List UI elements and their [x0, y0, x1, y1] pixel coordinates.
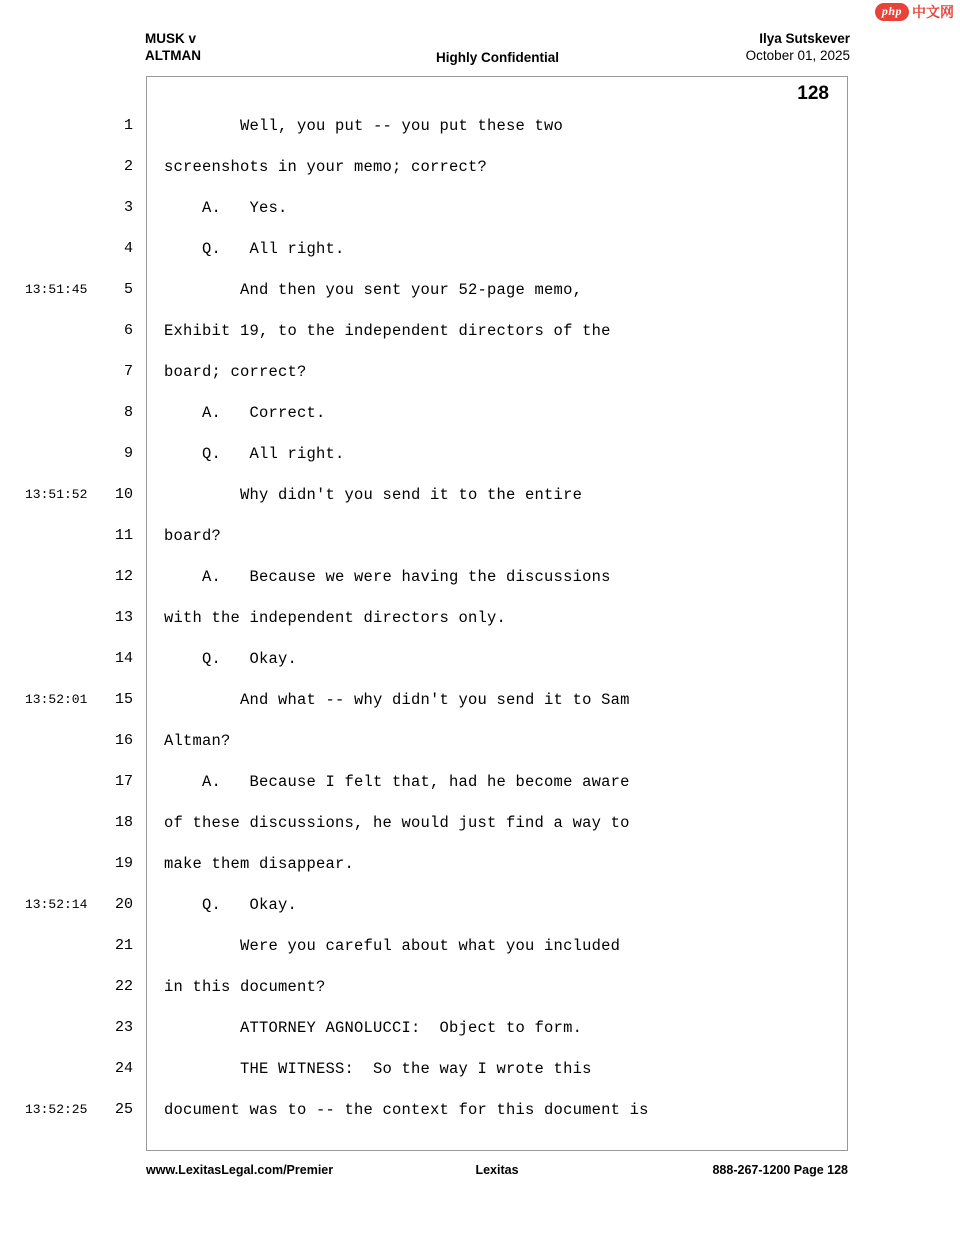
- line-number: 8: [123, 404, 133, 421]
- transcript-line: [25, 1089, 847, 1130]
- transcript-line: [114, 966, 847, 1007]
- transcript-line: [114, 843, 847, 884]
- transcript-lines: [25, 105, 847, 1130]
- line-number: 21: [114, 937, 133, 954]
- line-number: 6: [123, 322, 133, 339]
- line-number: 3: [123, 199, 133, 216]
- line-number: 7: [123, 363, 133, 380]
- line-timestamp: 13:51:45: [25, 282, 88, 297]
- line-number: 25: [114, 1101, 133, 1118]
- transcript-line: [114, 802, 847, 843]
- line-number: 24: [114, 1060, 133, 1077]
- line-text: Q. Okay.: [164, 895, 298, 914]
- line-number: 20: [114, 896, 133, 913]
- deponent-name: Ilya Sutskever: [759, 31, 850, 46]
- line-text: screenshots in your memo; correct?: [164, 157, 488, 176]
- line-text: Well, you put -- you put these two: [164, 116, 564, 135]
- line-text: Were you careful about what you included: [164, 936, 621, 955]
- line-text: And then you sent your 52-page memo,: [164, 280, 583, 299]
- transcript-line: [114, 1048, 847, 1089]
- line-text: A. Because I felt that, had he become aware: [164, 772, 630, 791]
- line-number: 17: [114, 773, 133, 790]
- line-timestamp: 13:52:25: [25, 1102, 88, 1117]
- line-number: 19: [114, 855, 133, 872]
- transcript-line: [25, 679, 847, 720]
- case-caption-line1: MUSK v: [145, 31, 197, 46]
- line-number: 22: [114, 978, 133, 995]
- transcript-line: [114, 925, 847, 966]
- line-text: ATTORNEY AGNOLUCCI: Object to form.: [164, 1018, 583, 1037]
- line-text: with the independent directors only.: [164, 608, 507, 627]
- line-number: 15: [114, 691, 133, 708]
- line-text: Q. All right.: [164, 239, 345, 258]
- line-number: 10: [114, 486, 133, 503]
- deposition-date: October 01, 2025: [745, 48, 850, 63]
- line-text: board; correct?: [164, 362, 307, 381]
- line-number: 16: [114, 732, 133, 749]
- line-number: 1: [123, 117, 133, 134]
- transcript-line: [114, 597, 847, 638]
- line-number: 23: [114, 1019, 133, 1036]
- page-number: 128: [797, 83, 829, 104]
- transcript-line: [123, 228, 847, 269]
- line-number: 12: [114, 568, 133, 585]
- line-text: THE WITNESS: So the way I wrote this: [164, 1059, 592, 1078]
- deponent-info: [746, 30, 850, 64]
- transcript-line: [114, 1007, 847, 1048]
- line-number: 5: [123, 281, 133, 298]
- transcript-line: [114, 556, 847, 597]
- line-text: Q. Okay.: [164, 649, 298, 668]
- watermark-text: 中文网: [912, 4, 954, 20]
- line-text: Q. All right.: [164, 444, 345, 463]
- line-text: document was to -- the context for this document is: [164, 1100, 649, 1119]
- case-caption-line2: ALTMAN: [145, 48, 201, 63]
- transcript-body: [25, 76, 848, 1151]
- transcript-line: [25, 474, 847, 515]
- line-number: 4: [123, 240, 133, 257]
- transcript-line: [114, 515, 847, 556]
- line-number: 14: [114, 650, 133, 667]
- line-timestamp: 13:52:01: [25, 692, 88, 707]
- line-text: Why didn't you send it to the entire: [164, 485, 583, 504]
- line-number: 13: [114, 609, 133, 626]
- transcript-line: [123, 105, 847, 146]
- transcript-line: [123, 433, 847, 474]
- line-text: And what -- why didn't you send it to Sam: [164, 690, 630, 709]
- line-text: in this document?: [164, 977, 326, 996]
- line-text: Altman?: [164, 731, 231, 750]
- footer-company: Lexitas: [475, 1163, 519, 1177]
- transcript-line: [25, 269, 847, 310]
- line-text: Exhibit 19, to the independent directors of the: [164, 321, 611, 340]
- line-text: A. Correct.: [164, 403, 326, 422]
- transcript-line: [114, 638, 847, 679]
- transcript-line: [123, 351, 847, 392]
- transcript-line: [114, 720, 847, 761]
- line-number: 2: [123, 158, 133, 175]
- line-number: 18: [114, 814, 133, 831]
- transcript-line: [123, 310, 847, 351]
- transcript-line: [114, 761, 847, 802]
- transcript-line: [123, 146, 847, 187]
- line-number: 11: [114, 527, 133, 544]
- transcript-line: [123, 187, 847, 228]
- watermark-badge: php: [875, 3, 909, 21]
- line-text: of these discussions, he would just find a way to: [164, 813, 630, 832]
- footer-contact: 888-267-1200 Page 128: [712, 1163, 848, 1177]
- line-text: A. Yes.: [164, 198, 288, 217]
- line-text: board?: [164, 526, 222, 545]
- line-text: make them disappear.: [164, 854, 355, 873]
- transcript-line: [25, 884, 847, 925]
- line-timestamp: 13:52:14: [25, 897, 88, 912]
- footer-website[interactable]: www.LexitasLegal.com/Premier: [146, 1163, 334, 1177]
- line-number: 9: [123, 445, 133, 462]
- transcript-line: [123, 392, 847, 433]
- confidentiality-label: Highly Confidential: [436, 50, 559, 65]
- line-timestamp: 13:51:52: [25, 487, 88, 502]
- page-header: [145, 30, 850, 72]
- line-text: A. Because we were having the discussions: [164, 567, 611, 586]
